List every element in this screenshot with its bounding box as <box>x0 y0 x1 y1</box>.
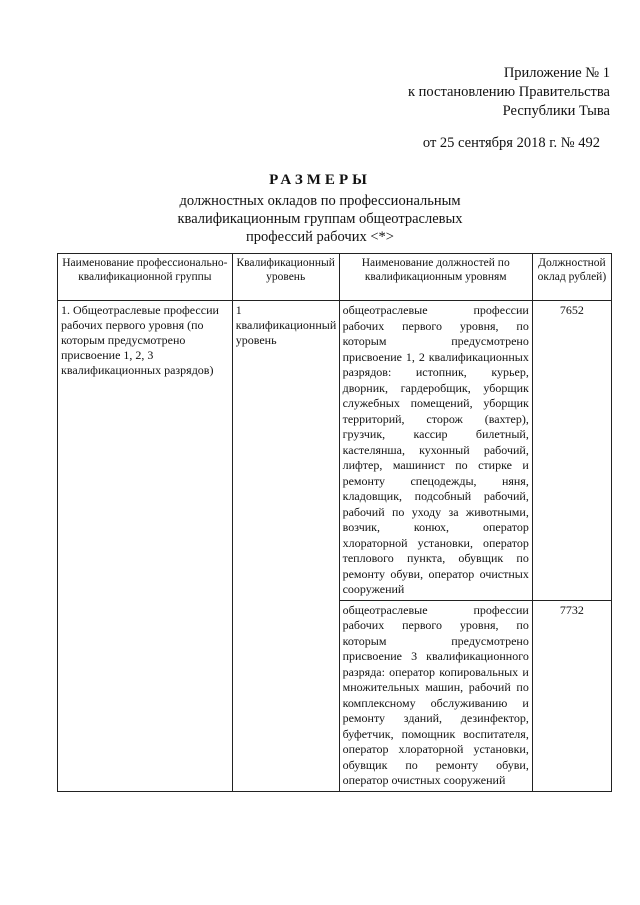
appendix-line: Приложение № 1 <box>503 65 610 81</box>
header-salary: Должностной оклад рублей) <box>532 254 611 301</box>
salary-cell: 7652 <box>532 301 611 601</box>
salary-table <box>57 253 612 792</box>
subtitle-line: должностных окладов по профессиональным <box>179 193 461 209</box>
positions-cell: общеотраслевые профессии рабочих первого уровня, по которым предусмотрено присвоение 3 квалификационного разряда: оператор копировальных и множительных машин, рабочий по комплексному обслуживанию и ремонту зданий, дезинфектор, буфетчик, помощник воспитателя, оператор хлораторной установки, обувщик по ремонту обуви, оператор очистных сооружений <box>339 600 532 791</box>
table-header-row <box>58 254 612 301</box>
header-level: Квалификационный уровень <box>232 254 339 301</box>
positions-cell: общеотраслевые профессии рабочих первого уровня, по которым предусмотрено присвоение 1, 2 квалификационных разрядов: истопник, курьер, дворник, гардеробщик, уборщик служебных помещений, уборщик территорий, сторож (вахтер), грузчик, кассир билетный, кастелянша, кухонный рабочий, лифтер, машинист по стирке и ремонту спецодежды, няня, кладовщик, подсобный рабочий, рабочий по уходу за животными, возчик, конюх, оператор хлораторной установки, оператор теплового пункта, обувщик по ремонту обуви, оператор очистных сооружений <box>339 301 532 601</box>
table-row <box>58 301 612 601</box>
salary-cell: 7732 <box>532 600 611 791</box>
subtitle-line: квалификационным группам общеотраслевых <box>177 211 463 227</box>
group-cell: 1. Общеотраслевые профессии рабочих первого уровня (по которым предусмотрено присвоение 1, 2, 3 квалификационных разрядов) <box>58 301 233 792</box>
header-group: Наименование профессионально-квалификационной группы <box>58 254 233 301</box>
header-positions: Наименование должностей по квалификационным уровням <box>339 254 532 301</box>
document-subtitle <box>0 192 640 246</box>
appendix-line: к постановлению Правительства <box>408 84 610 100</box>
appendix-line: Республики Тыва <box>502 103 610 119</box>
document-title: РАЗМЕРЫ <box>269 172 371 188</box>
decree-date: от 25 сентября 2018 г. № 492 <box>422 135 600 151</box>
level-cell: 1 квалификационный уровень <box>232 301 339 792</box>
subtitle-line: профессий рабочих <*> <box>246 229 394 245</box>
appendix-block <box>350 64 610 121</box>
